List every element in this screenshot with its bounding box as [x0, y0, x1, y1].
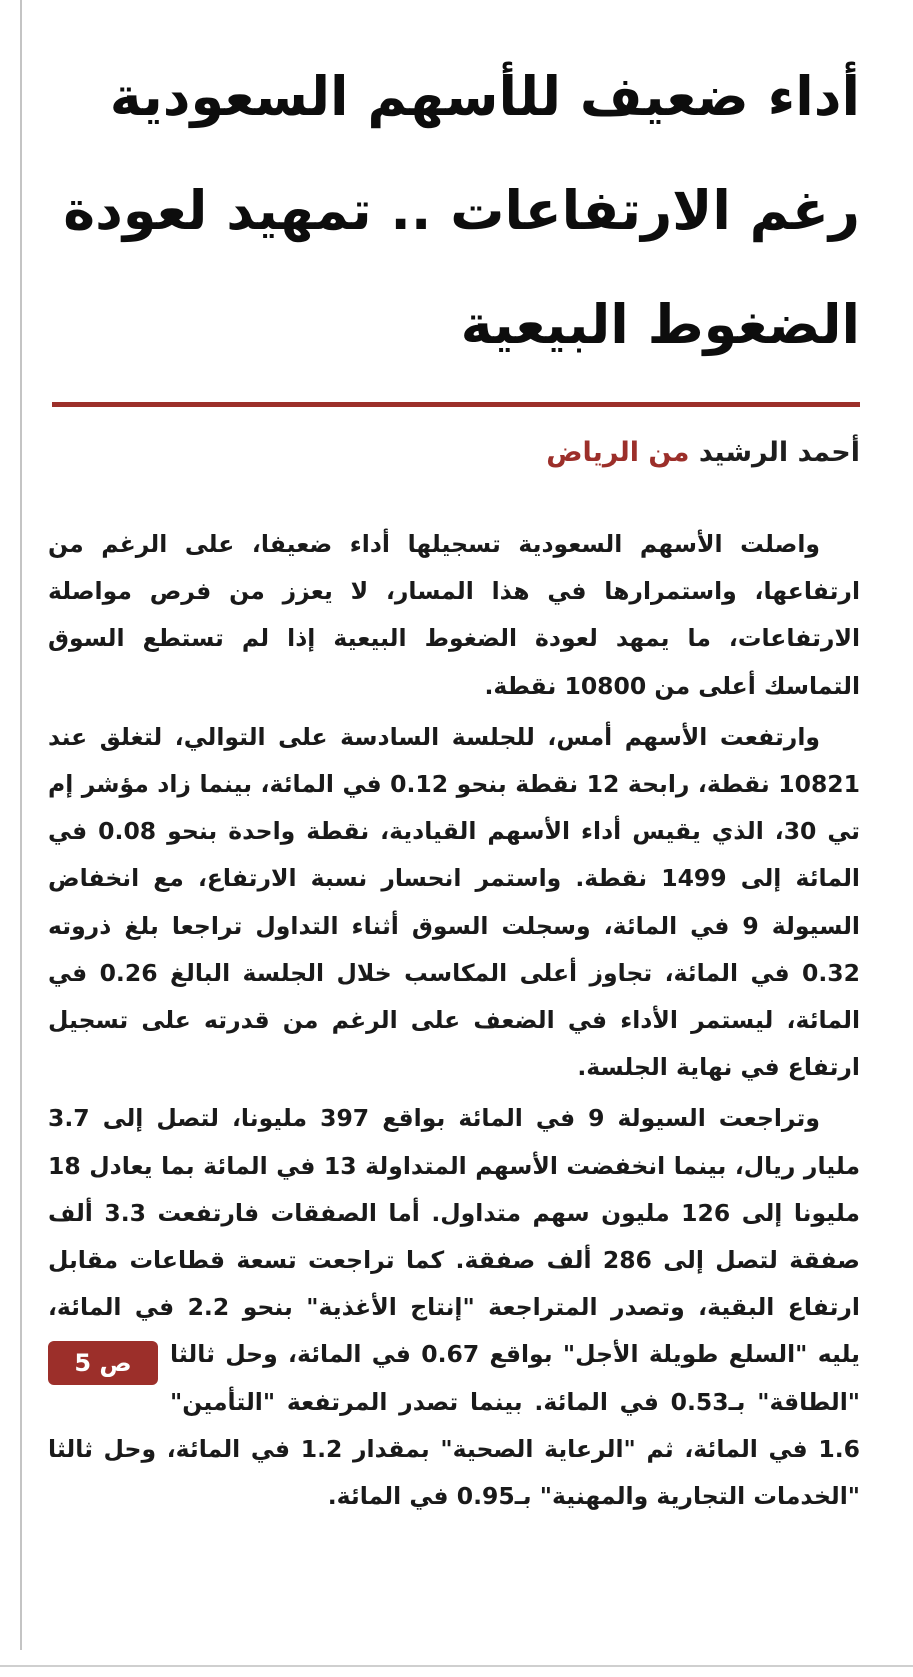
news-article — [48, 40, 860, 1520]
paragraph-3 — [48, 1095, 860, 1520]
paragraph-3-text: وتراجعت السيولة 9 في المائة بواقع 397 مليونا، لتصل إلى 3.7 مليار ريال، بينما انخفضت الأسهم المتداولة 13 في المائة بما يعادل 18 مليونا إلى 126 مليون سهم متداول. أما الصفقات فارتفعت 3.3 ألف صفقة لتصل إلى 286 ألف صفقة. كما تراجعت تسعة قطاعات مقابل ارتفاع البقية، وتصدر المتراجعة "إنتاج الأغذية" بنحو 2.2 في المائة، يليه "السلع طويلة الأجل" — [48, 1104, 860, 1369]
paragraph-1-text: واصلت الأسهم السعودية تسجيلها أداء ضعيفا، على الرغم من ارتفاعها، واستمرارها في هذا المسار، لا يعزز من فرص مواصلة الارتفاعات، ما يمهد لعودة الضغوط البيعية إذا لم تستطع السوق التماسك أعلى من 10800 نقطة. — [48, 530, 860, 700]
article-body — [48, 521, 860, 1520]
byline-location: من الرياض — [546, 437, 690, 468]
headline-divider — [52, 402, 860, 407]
page-reference-badge[interactable]: ص 5 — [48, 1341, 158, 1385]
paragraph-2 — [48, 714, 860, 1092]
paragraph-2-text: وارتفعت الأسهم أمس، للجلسة السادسة على التوالي، لتغلق عند 10821 نقطة، رابحة 12 نقطة بنحو 0.12 في المائة، بينما زاد مؤشر إم تي 30، الذي يقيس أداء الأسهم القيادية، نقطة واحدة بنحو 0.08 في المائة إلى 1499 نقطة. واستمر انحسار نسبة الارتفاع، مع انخفاض السيولة 9 في المائة، وسجلت السوق أثناء التداول تراجعا بلغ ذروته 0.32 في المائة، تجاوز أعلى المكاسب خلال الجلسة البالغ 0.26 في المائة، ليستمر الأداء في الضعف على الرغم من قدرته على تسجيل ارتفاع في نهاية الجلسة. — [48, 722, 861, 1082]
byline-author: أحمد الرشيد — [698, 437, 860, 468]
left-column-rule — [20, 0, 22, 1650]
byline — [48, 433, 860, 473]
paragraph-1 — [48, 521, 860, 710]
paragraph-3-text-continued: بواقع 0.67 في المائة، وحل ثالثا "الطاقة" بـ0.53 في المائة. بينما تصدر المرتفعة "التأمين" 1.6 في المائة، ثم "الرعاية الصحية" بمقدار 1.2 في المائة، وحل ثالثا "الخدمات التجارية والمهنية" بـ0.95 في المائة. — [48, 1340, 860, 1511]
bottom-divider — [0, 1665, 913, 1667]
headline: أداء ضعيف للأسهم السعودية رغم الارتفاعات .. تمهيد لعودة الضغوط البيعية — [63, 65, 860, 356]
